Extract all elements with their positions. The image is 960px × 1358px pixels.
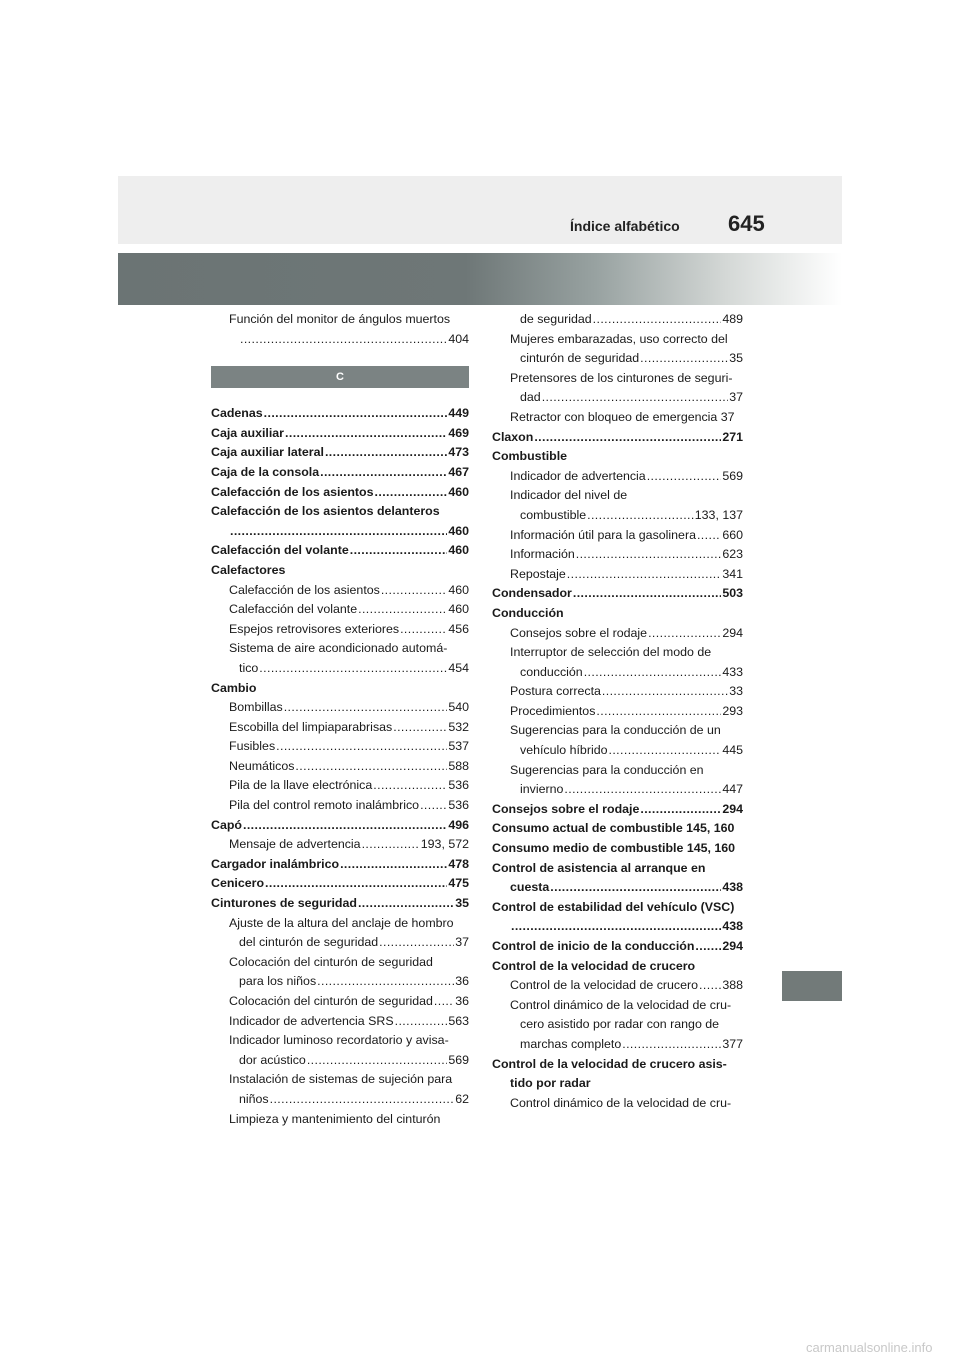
index-entry: [211, 463, 469, 483]
index-entry-page: 563: [448, 1013, 469, 1028]
index-entry: [211, 972, 469, 992]
index-entry: [492, 330, 743, 350]
index-entry-text: Interruptor de selección del modo de: [510, 645, 712, 660]
index-entries-left: [211, 404, 469, 1129]
index-entry: [211, 483, 469, 503]
index-entry-page: 145, 160: [686, 841, 736, 856]
index-entry: [211, 835, 469, 855]
index-entry: [492, 839, 743, 859]
index-entry-page: 569: [722, 468, 743, 483]
index-entry-text: Control de estabilidad del vehículo (VSC): [492, 899, 735, 914]
index-entry-text: Caja de la consola: [211, 464, 320, 479]
index-entry-text: Pila del control remoto inalámbrico: [229, 798, 420, 813]
index-entry-text: Repostaje: [510, 566, 566, 581]
index-entry: [492, 1035, 743, 1055]
index-entry: [211, 1012, 469, 1032]
index-entry-page: 35: [729, 351, 743, 366]
index-entry-page: 37: [455, 935, 469, 950]
index-entry: [492, 917, 743, 937]
index-entry-page: 445: [722, 743, 743, 758]
dot-leader: [265, 874, 447, 894]
dot-leader: [587, 506, 694, 526]
index-entry: [492, 761, 743, 781]
index-entry-text: Cambio: [211, 680, 257, 695]
index-entry-text: Instalación de sistemas de sujeción para: [229, 1072, 453, 1087]
index-entry-text: combustible: [520, 507, 587, 522]
index-entry: [492, 565, 743, 585]
dot-leader: [362, 835, 420, 855]
index-column-right: [492, 310, 743, 1113]
dot-leader: [358, 600, 447, 620]
index-entry-text: Conducción: [492, 605, 564, 620]
page-number: 645: [728, 211, 765, 236]
dot-leader: [622, 1035, 721, 1055]
dot-leader: [434, 992, 454, 1012]
page-header-title: Índice alfabético: [570, 218, 680, 234]
index-entry-text: Consumo actual de combustible: [492, 821, 683, 836]
index-entry: [211, 502, 469, 522]
index-entry: [492, 486, 743, 506]
index-entry-page: 438: [722, 880, 743, 895]
dot-leader: [596, 702, 721, 722]
index-entry-text: Calefacción del volante: [229, 602, 358, 617]
index-entry-text: Control de la velocidad de crucero: [510, 978, 699, 993]
index-entry-page: 433: [722, 664, 743, 679]
index-entry: [492, 408, 743, 428]
index-entry: [492, 467, 743, 487]
index-entry: [492, 310, 743, 330]
index-entry-text: Consejos sobre el rodaje: [492, 801, 640, 816]
dot-leader: [699, 976, 721, 996]
index-entry-page: 37: [729, 390, 743, 405]
index-entry-text: Escobilla del limpiaparabrisas: [229, 719, 393, 734]
dot-leader: [276, 737, 447, 757]
dot-leader: [358, 894, 454, 914]
index-entry: [492, 996, 743, 1016]
index-entry: [211, 330, 469, 350]
index-entry-text: Control dinámico de la velocidad de cru-: [510, 997, 732, 1012]
index-entry-text: para los niños: [239, 974, 317, 989]
index-entry: [211, 522, 469, 542]
index-entry: [211, 757, 469, 777]
index-entry-text: Sugerencias para la conducción de un: [510, 723, 721, 738]
index-entry-page: 536: [448, 798, 469, 813]
dot-leader: [573, 584, 721, 604]
index-entry: [211, 600, 469, 620]
index-entry-text: Indicador de advertencia: [510, 468, 646, 483]
dot-leader: [243, 816, 447, 836]
index-entry-text: Calefacción de los asientos: [211, 484, 374, 499]
index-entry: [211, 914, 469, 934]
index-entry: [211, 1031, 469, 1051]
index-entry-text: Información: [510, 547, 575, 562]
index-entry: [211, 639, 469, 659]
index-entry-text: Calefactores: [211, 562, 286, 577]
index-entry: [492, 721, 743, 741]
index-entry-text: Control de la velocidad de crucero asis-: [492, 1056, 727, 1071]
index-entry-text: Mensaje de advertencia: [229, 837, 361, 852]
dot-leader: [420, 796, 447, 816]
index-entry-page: 294: [722, 801, 743, 816]
dot-leader: [307, 1051, 448, 1071]
index-entry-page: 489: [722, 312, 743, 326]
index-entry: [211, 1051, 469, 1071]
index-entry-text: Colocación del cinturón de seguridad: [229, 994, 433, 1008]
index-entry-page: 460: [448, 543, 469, 558]
index-entry-page: 447: [722, 782, 743, 797]
index-entry-page: 536: [448, 778, 469, 793]
index-entry-text: Consejos sobre el rodaje: [510, 625, 648, 640]
index-entry-text: cero asistido por radar con rango de: [520, 1017, 720, 1032]
index-entry-text: Combustible: [492, 449, 568, 464]
index-entry-text: Control de la velocidad de crucero: [492, 958, 696, 973]
index-entry: [492, 624, 743, 644]
index-entry-text: cuesta: [510, 880, 550, 895]
dot-leader: [640, 349, 728, 369]
index-entry: [211, 443, 469, 463]
index-entry-page: 377: [722, 1036, 743, 1051]
index-entry-text: vehículo híbrido: [520, 743, 608, 758]
dot-leader: [567, 565, 722, 585]
index-entry: [492, 643, 743, 663]
index-entry-text: Procedimientos: [510, 703, 596, 718]
index-entry-text: del cinturón de seguridad: [239, 935, 379, 950]
dot-leader: [270, 1090, 455, 1110]
index-entry: [492, 937, 743, 957]
index-entry: [492, 878, 743, 898]
dot-leader: [350, 541, 448, 561]
index-entry-text: Fusibles: [229, 739, 276, 754]
index-entry-page: 35: [455, 896, 469, 911]
index-entry: [211, 581, 469, 601]
index-entry-page: 467: [448, 464, 469, 479]
index-entry: [492, 976, 743, 996]
dot-leader: [320, 463, 447, 483]
index-entry-page: 475: [448, 876, 469, 891]
index-entry-page: 293: [722, 703, 743, 718]
index-entry: [492, 349, 743, 369]
index-entry-page: 569: [448, 1052, 469, 1067]
dot-leader: [576, 545, 722, 565]
index-entry: [211, 561, 469, 581]
dot-leader: [542, 388, 729, 408]
index-entry-page: 388: [722, 978, 743, 993]
index-entry-page: 449: [448, 406, 469, 421]
dot-leader: [295, 757, 447, 777]
index-entry: [211, 894, 469, 914]
index-entry-text: invierno: [520, 782, 564, 797]
chapter-banner: [118, 253, 842, 305]
section-letter-header: C: [211, 366, 469, 388]
index-entry: [211, 796, 469, 816]
dot-leader: [393, 718, 447, 738]
index-entry-text: niños: [239, 1091, 269, 1106]
index-entry: [492, 741, 743, 761]
index-column-left: [211, 310, 469, 1129]
index-entry-text: Espejos retrovisores exteriores: [229, 621, 400, 636]
index-entry-text: Claxon: [492, 429, 534, 444]
index-entry-text: Caja auxiliar lateral: [211, 445, 324, 460]
index-entry-page: 660: [722, 527, 743, 542]
index-entry: [211, 541, 469, 561]
index-entry: [211, 992, 469, 1012]
index-entry-page: 460: [448, 582, 469, 597]
index-entries-right: [492, 310, 743, 1113]
dot-leader: [317, 972, 454, 992]
index-entry-page: 294: [722, 625, 743, 640]
dot-leader: [395, 1012, 448, 1032]
index-entry-page: 133, 137: [694, 507, 743, 522]
index-entry: [492, 682, 743, 702]
index-entry: [492, 545, 743, 565]
dot-leader: [511, 917, 721, 937]
dot-leader: [325, 443, 447, 463]
index-entry-page: 456: [448, 621, 469, 636]
dot-leader: [695, 937, 721, 957]
index-entry: [211, 874, 469, 894]
index-entry-text: Cinturones de seguridad: [211, 896, 357, 911]
index-entry: [492, 388, 743, 408]
index-entry: [211, 698, 469, 718]
index-entry: [492, 1074, 743, 1094]
index-entry-text: tico: [239, 660, 259, 675]
dot-leader: [534, 428, 721, 448]
dot-leader: [647, 467, 722, 487]
index-entry-text: Información útil para la gasolinera: [510, 527, 696, 542]
index-entry-page: 473: [448, 445, 469, 460]
index-entry-page: 540: [448, 700, 469, 715]
index-entry-text: Retractor con bloqueo de emergencia: [510, 409, 718, 424]
index-entry-page: 62: [455, 1091, 469, 1106]
index-entry-text: Sistema de aire acondicionado automá-: [229, 641, 448, 656]
dot-leader: [648, 624, 721, 644]
index-entry: [211, 1090, 469, 1110]
index-entry-text: de seguridad: [520, 312, 592, 326]
index-entry-page: 271: [722, 429, 743, 444]
index-entry: [211, 953, 469, 973]
index-entry: [492, 819, 743, 839]
index-entry-page: 460: [448, 484, 469, 499]
index-entry-text: Control de inicio de la conducción: [492, 939, 695, 953]
index-entry-text: Control dinámico de la velocidad de cru-: [510, 1095, 732, 1110]
dot-leader: [264, 404, 448, 424]
index-entry-text: Bombillas: [229, 700, 283, 715]
index-entry: [211, 620, 469, 640]
index-entry: [492, 447, 743, 467]
index-entry: [492, 506, 743, 526]
dot-leader: [400, 620, 447, 640]
index-entry: [211, 737, 469, 757]
index-entry: [492, 859, 743, 879]
dot-leader: [640, 800, 721, 820]
index-entry-page: 537: [448, 739, 469, 754]
index-entry-text: Caja auxiliar: [211, 425, 285, 440]
dot-leader: [564, 780, 721, 800]
dot-leader: [584, 663, 722, 683]
index-entry-page: 341: [722, 566, 743, 581]
index-entry-text: conducción: [520, 664, 583, 679]
index-entry-page: 438: [722, 919, 743, 934]
index-entry-page: 503: [722, 586, 743, 601]
index-entry-page: 532: [448, 719, 469, 734]
index-entry-text: Indicador luminoso recordatorio y avisa-: [229, 1033, 449, 1048]
dot-leader: [373, 776, 447, 796]
index-entry-text: Indicador del nivel de: [510, 488, 628, 503]
index-entry: [492, 1015, 743, 1035]
index-entry-text: Mujeres embarazadas, uso correcto del: [510, 331, 728, 346]
index-entry: [492, 604, 743, 624]
index-entry: [211, 404, 469, 424]
index-entry: [492, 428, 743, 448]
index-entry-text: Indicador de advertencia SRS: [229, 1013, 394, 1028]
index-entry: [492, 584, 743, 604]
dot-leader: [285, 424, 447, 444]
index-entry-text: marchas completo: [520, 1036, 622, 1051]
index-entry-page: 496: [448, 817, 469, 832]
index-entry-text: Pila de la llave electrónica: [229, 778, 373, 793]
dot-leader: [381, 581, 447, 601]
index-entry-text: Cadenas: [211, 406, 263, 421]
index-entry-text: dad: [520, 390, 541, 405]
index-entry-text: dor acústico: [239, 1052, 306, 1067]
dot-leader: [340, 855, 447, 875]
dot-leader: [259, 659, 447, 679]
index-entry-text: Calefacción de los asientos: [229, 582, 380, 597]
index-entry: [211, 679, 469, 699]
dot-leader: [375, 483, 448, 503]
index-entries-left-top: [211, 310, 469, 349]
dot-leader: [230, 522, 447, 542]
index-entry-page: 588: [448, 758, 469, 773]
index-entry-page: 33: [729, 684, 743, 699]
dot-leader: [608, 741, 721, 761]
index-entry: [492, 1094, 743, 1114]
index-entry: [492, 898, 743, 918]
index-entry: [492, 369, 743, 389]
dot-leader: [240, 330, 447, 350]
index-entry-page: 404: [448, 331, 469, 346]
index-entry: [492, 800, 743, 820]
index-entry-text: Control de asistencia al arranque en: [492, 860, 706, 875]
index-entry: [492, 1055, 743, 1075]
index-entry-text: Calefacción del volante: [211, 543, 349, 558]
index-entry: [211, 933, 469, 953]
index-entry-page: 454: [448, 660, 469, 675]
index-entry: [211, 424, 469, 444]
index-entry-text: Pretensores de los cinturones de seguri-: [510, 370, 733, 385]
index-entry-page: 36: [455, 974, 469, 989]
dot-leader: [602, 682, 728, 702]
index-entry-text: Postura correcta: [510, 684, 601, 699]
index-entry-page: 37: [720, 409, 735, 424]
index-entry-page: 623: [722, 547, 743, 562]
dot-leader: [379, 933, 454, 953]
index-entry: [211, 718, 469, 738]
index-entry-page: 193, 572: [420, 837, 469, 852]
index-entry: [211, 310, 469, 330]
index-entry: [211, 776, 469, 796]
dot-leader: [697, 526, 721, 546]
dot-leader: [550, 878, 721, 898]
index-entry: [492, 957, 743, 977]
index-entry: [492, 702, 743, 722]
index-entry-page: 145, 160: [686, 821, 735, 836]
index-entry-text: Calefacción de los asientos delanteros: [211, 504, 440, 519]
index-entry-text: tido por radar: [510, 1076, 591, 1091]
index-entry-text: Sugerencias para la conducción en: [510, 762, 704, 777]
index-entry-text: Colocación del cinturón de seguridad: [229, 954, 433, 969]
index-entry-text: Cargador inalámbrico: [211, 856, 340, 871]
index-entry-text: Capó: [211, 817, 242, 832]
dot-leader: [593, 310, 722, 330]
index-entry-text: cinturón de seguridad: [520, 351, 640, 366]
index-entry-text: Condensador: [492, 586, 572, 601]
index-entry-text: Ajuste de la altura del anclaje de hombro: [229, 915, 454, 930]
footer-watermark: carmanualsonline.info: [806, 1340, 933, 1355]
index-entry-text: Limpieza y mantenimiento del cinturón: [229, 1111, 441, 1126]
index-entry-page: 460: [448, 523, 469, 538]
index-entry: [211, 659, 469, 679]
index-entry-page: 478: [448, 856, 469, 871]
index-entry: [492, 526, 743, 546]
dot-leader: [284, 698, 448, 718]
index-entry-page: 460: [448, 602, 469, 617]
index-entry-page: 294: [722, 939, 743, 953]
index-entry-text: Neumáticos: [229, 758, 295, 773]
index-entry-page: 469: [448, 425, 469, 440]
index-entry: [492, 780, 743, 800]
index-entry: [492, 663, 743, 683]
index-entry-page: 36: [455, 994, 469, 1008]
index-entry: [211, 1070, 469, 1090]
index-entry: [211, 1110, 469, 1130]
chapter-side-tab: [782, 971, 842, 1001]
index-entry-text: Consumo medio de combustible: [492, 841, 684, 856]
index-entry-text: Cenicero: [211, 876, 265, 891]
index-entry: [211, 816, 469, 836]
index-entry: [211, 855, 469, 875]
index-entry-text: Función del monitor de ángulos muertos: [229, 312, 451, 326]
